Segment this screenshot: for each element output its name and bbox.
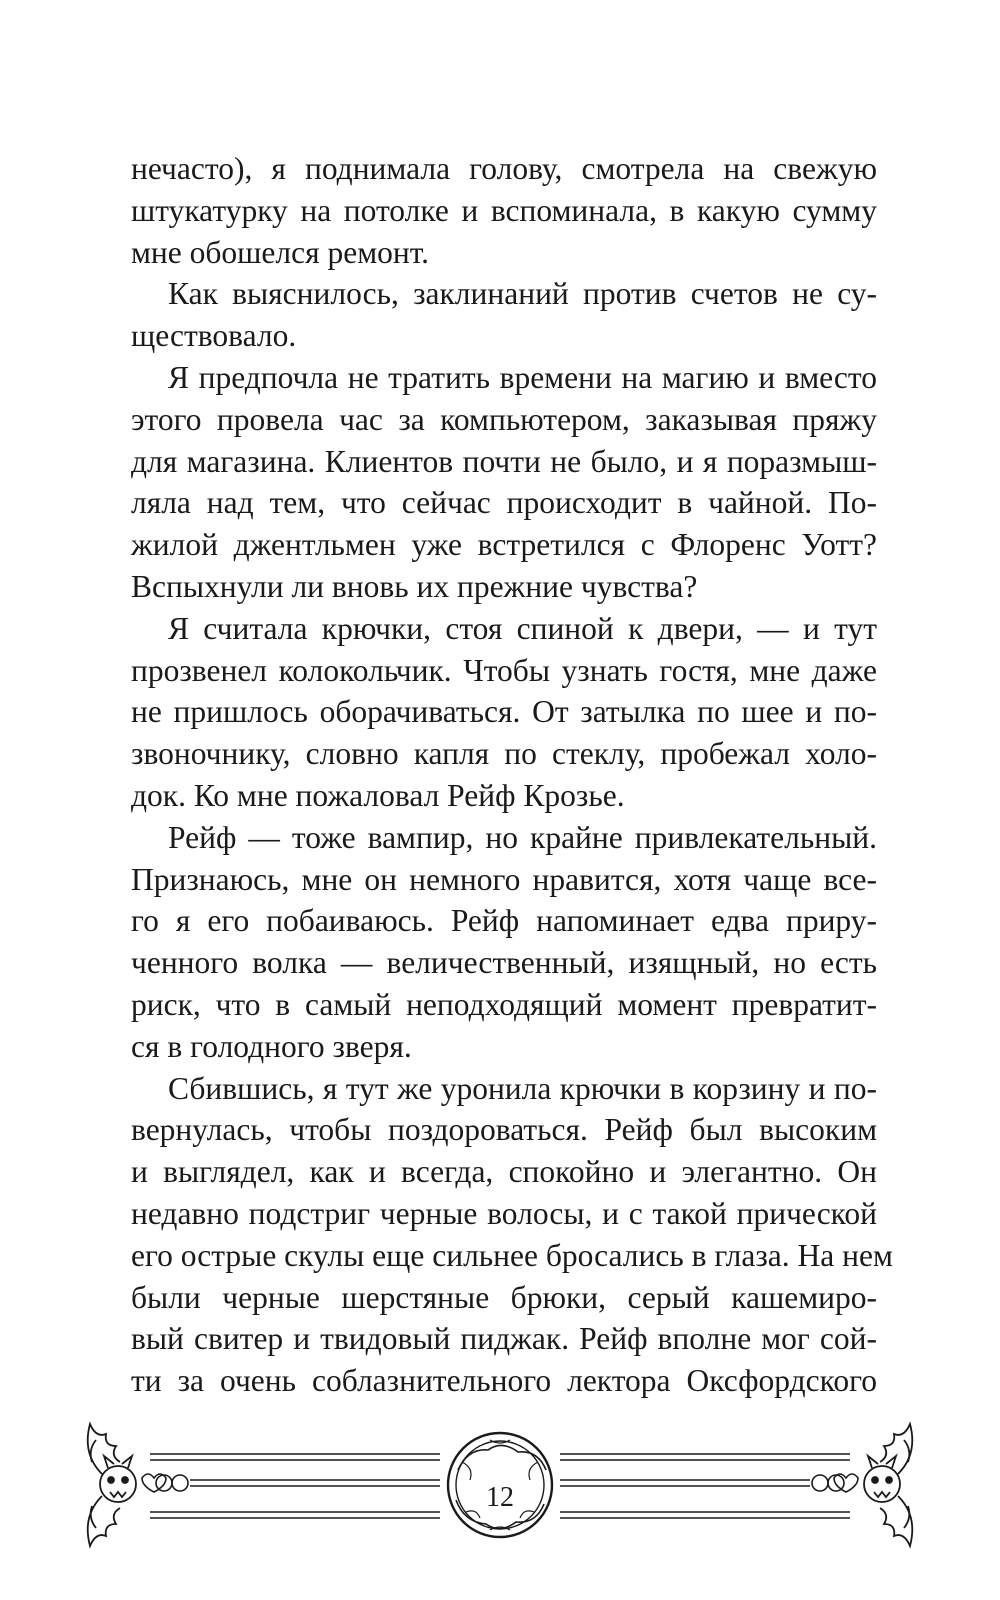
- text-line: прозвенел колокольчик. Чтобы узнать гостя, мне даже: [131, 652, 877, 688]
- text-line: го я его побаиваюсь. Рейф напоминает едва приру-: [131, 903, 877, 939]
- text-line: ти за очень соблазнительного лектора Оксфордского: [131, 1363, 877, 1399]
- text-line: для магазина. Клиентов почти не было, и я поразмыш-: [131, 443, 877, 479]
- text-line: вый свитер и твидовый пиджак. Рейф вполне мог сой-: [131, 1321, 877, 1357]
- bat-right-icon: [864, 1424, 912, 1546]
- text-line: Сбившись, я тут же уронила крючки в корзину и по-: [168, 1070, 877, 1106]
- text-line: Рейф — тоже вампир, но крайне привлекательный.: [168, 819, 877, 855]
- text-line: Я предпочла не тратить времени на магию и вместо: [168, 359, 877, 395]
- text-line: этого провела час за компьютером, заказывая пряжу: [131, 401, 877, 437]
- text-line: риск, что в самый неподходящий момент превратит-: [131, 986, 877, 1022]
- ornament-beads-right: [812, 1474, 858, 1492]
- text-line: нечасто), я поднимала голову, смотрела на свежую: [131, 151, 877, 186]
- text-line: звоночнику, словно капля по стеклу, пробежал холо-: [131, 736, 877, 772]
- text-line: док. Ко мне пожаловал Рейф Крозье.: [131, 777, 625, 813]
- text-line: ся в голодного зверя.: [131, 1028, 412, 1064]
- text-line: недавно подстриг черные волосы, и с такой прической: [131, 1195, 877, 1231]
- text-line: ченного волка — величественный, изящный, но есть: [131, 945, 877, 981]
- body-text: [131, 148, 893, 1402]
- text-line: вернулась, чтобы поздороваться. Рейф был высоким: [131, 1112, 877, 1148]
- text-line: Я считала крючки, стоя спиной к двери, — и тут: [168, 610, 877, 646]
- text-line: мне обошелся ремонт.: [131, 234, 430, 270]
- text-line: Как выяснилось, заклинаний против счетов не су-: [168, 276, 877, 312]
- text-line: его острые скулы еще сильнее бросались в глаза. На нем: [131, 1237, 893, 1273]
- bat-left-icon: [88, 1424, 136, 1546]
- page-number: 12: [486, 1482, 514, 1513]
- ornament-rod-right: [560, 1454, 850, 1518]
- text-line: жилой джентльмен уже встретился с Флоренс Уотт?: [131, 527, 877, 563]
- text-line: Вспыхнули ли вновь их прежние чувства?: [131, 568, 698, 604]
- ornament-rod-left: [150, 1454, 440, 1518]
- text-line: не пришлось оборачиваться. От затылка по шее и по-: [131, 694, 877, 730]
- text-line: были черные шерстяные брюки, серый кашемиро-: [131, 1279, 877, 1315]
- text-line: и выглядел, как и всегда, спокойно и элегантно. Он: [131, 1154, 877, 1190]
- text-line: ляла над тем, что сейчас происходит в чайной. По-: [131, 485, 877, 521]
- footer-ornament: [0, 1400, 1000, 1560]
- text-line: штукатурку на потолке и вспоминала, в какую сумму: [131, 192, 877, 228]
- ornament-beads-left: [142, 1474, 188, 1492]
- text-line: ществовало.: [131, 318, 297, 354]
- page-footer: [0, 1400, 1000, 1560]
- text-line: Признаюсь, мне он немного нравится, хотя чаще все-: [131, 861, 877, 897]
